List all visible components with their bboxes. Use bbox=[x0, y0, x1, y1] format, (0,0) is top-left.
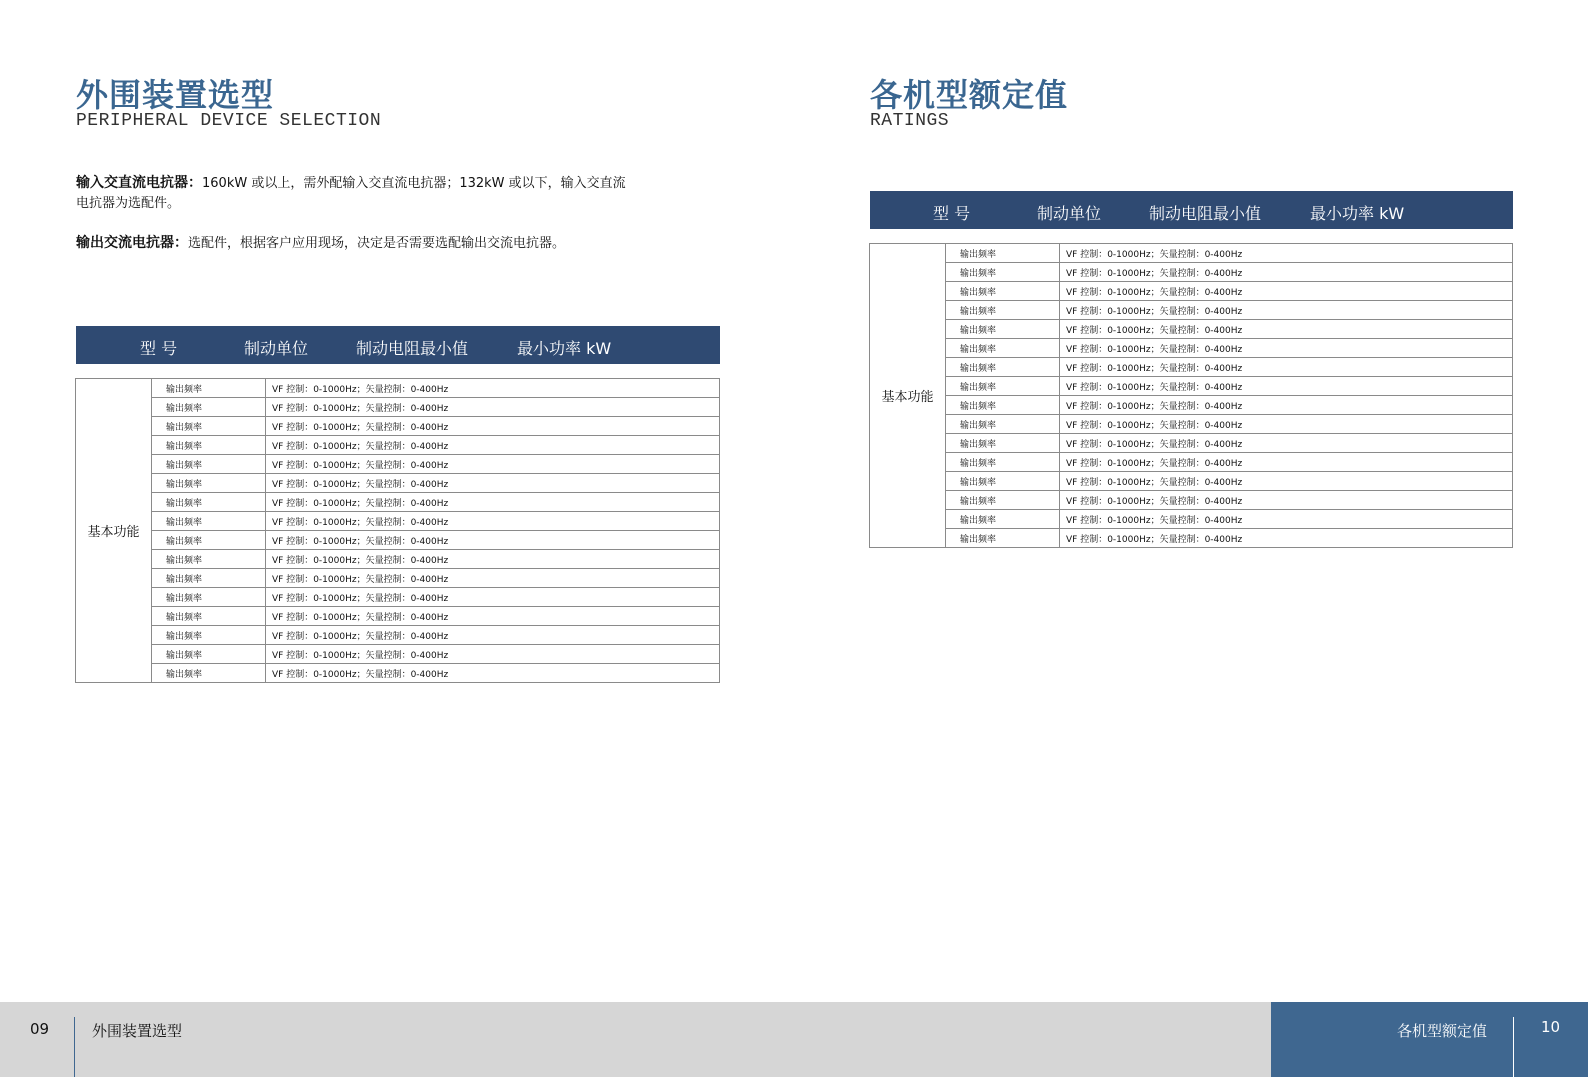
row-label: 输出频率 bbox=[946, 472, 1060, 491]
row-label: 输出频率 bbox=[946, 396, 1060, 415]
row-value: VF 控制：0-1000Hz；矢量控制：0-400Hz bbox=[266, 474, 720, 493]
table-row bbox=[76, 626, 720, 645]
row-value: VF 控制：0-1000Hz；矢量控制：0-400Hz bbox=[266, 493, 720, 512]
header-brake-unit: 制动单位 bbox=[1037, 204, 1102, 223]
left-page-subtitle: PERIPHERAL DEVICE SELECTION bbox=[76, 111, 382, 131]
row-label: 输出频率 bbox=[152, 626, 266, 645]
row-label: 输出频率 bbox=[946, 510, 1060, 529]
header-model: 型 号 bbox=[140, 339, 178, 358]
row-label: 输出频率 bbox=[152, 588, 266, 607]
page-number-left: 09 bbox=[30, 1020, 50, 1038]
row-label: 输出频率 bbox=[152, 550, 266, 569]
table-row bbox=[870, 263, 1513, 282]
row-label: 输出频率 bbox=[946, 358, 1060, 377]
header-brake-resistor: 制动电阻最小值 bbox=[1149, 204, 1262, 223]
table-row bbox=[76, 398, 720, 417]
table-row bbox=[870, 510, 1513, 529]
footer-divider-left bbox=[74, 1017, 75, 1077]
group-cell: 基本功能 bbox=[870, 244, 946, 548]
row-value: VF 控制：0-1000Hz；矢量控制：0-400Hz bbox=[266, 664, 720, 683]
header-brake-resistor: 制动电阻最小值 bbox=[356, 339, 469, 358]
row-value: VF 控制：0-1000Hz；矢量控制：0-400Hz bbox=[1060, 377, 1513, 396]
row-label: 输出频率 bbox=[152, 436, 266, 455]
row-value: VF 控制：0-1000Hz；矢量控制：0-400Hz bbox=[1060, 358, 1513, 377]
group-cell: 基本功能 bbox=[76, 379, 152, 683]
table-row bbox=[870, 396, 1513, 415]
footer-section-left: 外围装置选型 bbox=[92, 1022, 183, 1040]
input-reactor-paragraph bbox=[76, 173, 636, 214]
table-row bbox=[870, 244, 1513, 263]
row-value: VF 控制：0-1000Hz；矢量控制：0-400Hz bbox=[1060, 415, 1513, 434]
footer-right-panel bbox=[1271, 1002, 1588, 1077]
row-label: 输出频率 bbox=[946, 244, 1060, 263]
row-label: 输出频率 bbox=[152, 455, 266, 474]
row-value: VF 控制：0-1000Hz；矢量控制：0-400Hz bbox=[266, 569, 720, 588]
row-label: 输出频率 bbox=[152, 512, 266, 531]
table-row bbox=[76, 569, 720, 588]
table-row bbox=[76, 607, 720, 626]
row-value: VF 控制：0-1000Hz；矢量控制：0-400Hz bbox=[266, 588, 720, 607]
row-label: 输出频率 bbox=[152, 417, 266, 436]
row-label: 输出频率 bbox=[152, 569, 266, 588]
row-label: 输出频率 bbox=[946, 529, 1060, 548]
row-value: VF 控制：0-1000Hz；矢量控制：0-400Hz bbox=[1060, 510, 1513, 529]
row-value: VF 控制：0-1000Hz；矢量控制：0-400Hz bbox=[266, 455, 720, 474]
row-value: VF 控制：0-1000Hz；矢量控制：0-400Hz bbox=[266, 417, 720, 436]
row-value: VF 控制：0-1000Hz；矢量控制：0-400Hz bbox=[1060, 244, 1513, 263]
footer-divider-right bbox=[1513, 1017, 1514, 1077]
row-value: VF 控制：0-1000Hz；矢量控制：0-400Hz bbox=[1060, 263, 1513, 282]
left-table-header bbox=[76, 326, 720, 364]
left-spec-table bbox=[75, 378, 720, 683]
row-value: VF 控制：0-1000Hz；矢量控制：0-400Hz bbox=[1060, 472, 1513, 491]
row-label: 输出频率 bbox=[152, 664, 266, 683]
table-row bbox=[870, 434, 1513, 453]
row-label: 输出频率 bbox=[946, 263, 1060, 282]
row-label: 输出频率 bbox=[946, 282, 1060, 301]
row-label: 输出频率 bbox=[946, 453, 1060, 472]
right-page-subtitle: RATINGS bbox=[870, 111, 950, 131]
right-page-title: 各机型额定值 bbox=[870, 76, 1069, 114]
row-label: 输出频率 bbox=[152, 607, 266, 626]
page-number-right: 10 bbox=[1541, 1018, 1561, 1036]
output-reactor-paragraph bbox=[76, 233, 636, 254]
table-row bbox=[76, 664, 720, 683]
table-row bbox=[870, 377, 1513, 396]
table-row bbox=[870, 491, 1513, 510]
row-label: 输出频率 bbox=[946, 377, 1060, 396]
table-row bbox=[870, 301, 1513, 320]
table-row bbox=[76, 455, 720, 474]
table-row bbox=[76, 531, 720, 550]
row-value: VF 控制：0-1000Hz；矢量控制：0-400Hz bbox=[266, 398, 720, 417]
output-reactor-text: 选配件，根据客户应用现场，决定是否需要选配输出交流电抗器。 bbox=[188, 236, 566, 251]
row-value: VF 控制：0-1000Hz；矢量控制：0-400Hz bbox=[266, 531, 720, 550]
table-row bbox=[76, 436, 720, 455]
table-row bbox=[76, 474, 720, 493]
left-page-title: 外围装置选型 bbox=[76, 76, 275, 114]
table-row bbox=[76, 493, 720, 512]
row-value: VF 控制：0-1000Hz；矢量控制：0-400Hz bbox=[1060, 320, 1513, 339]
table-row bbox=[76, 588, 720, 607]
row-value: VF 控制：0-1000Hz；矢量控制：0-400Hz bbox=[266, 626, 720, 645]
row-value: VF 控制：0-1000Hz；矢量控制：0-400Hz bbox=[1060, 491, 1513, 510]
table-row bbox=[870, 472, 1513, 491]
header-brake-unit: 制动单位 bbox=[244, 339, 309, 358]
row-value: VF 控制：0-1000Hz；矢量控制：0-400Hz bbox=[266, 645, 720, 664]
row-value: VF 控制：0-1000Hz；矢量控制：0-400Hz bbox=[1060, 282, 1513, 301]
table-row bbox=[870, 453, 1513, 472]
row-label: 输出频率 bbox=[946, 339, 1060, 358]
footer-bar bbox=[0, 1002, 1588, 1077]
footer-section-right: 各机型额定值 bbox=[1397, 1022, 1488, 1040]
table-row bbox=[870, 415, 1513, 434]
row-label: 输出频率 bbox=[152, 493, 266, 512]
table-row bbox=[76, 550, 720, 569]
row-label: 输出频率 bbox=[946, 434, 1060, 453]
header-min-power: 最小功率 kW bbox=[517, 339, 612, 358]
row-value: VF 控制：0-1000Hz；矢量控制：0-400Hz bbox=[266, 379, 720, 398]
row-value: VF 控制：0-1000Hz；矢量控制：0-400Hz bbox=[1060, 339, 1513, 358]
row-label: 输出频率 bbox=[152, 474, 266, 493]
row-label: 输出频率 bbox=[152, 379, 266, 398]
input-reactor-text: 160kW 或以上，需外配输入交直流电抗器；132kW 或以下，输入交直流电抗器为选配件。 bbox=[76, 176, 626, 211]
right-spec-table bbox=[869, 243, 1513, 548]
table-row bbox=[870, 529, 1513, 548]
table-row bbox=[76, 512, 720, 531]
row-label: 输出频率 bbox=[946, 491, 1060, 510]
row-value: VF 控制：0-1000Hz；矢量控制：0-400Hz bbox=[266, 512, 720, 531]
table-row bbox=[870, 282, 1513, 301]
row-label: 输出频率 bbox=[152, 645, 266, 664]
row-value: VF 控制：0-1000Hz；矢量控制：0-400Hz bbox=[266, 550, 720, 569]
row-value: VF 控制：0-1000Hz；矢量控制：0-400Hz bbox=[1060, 434, 1513, 453]
row-value: VF 控制：0-1000Hz；矢量控制：0-400Hz bbox=[1060, 453, 1513, 472]
row-value: VF 控制：0-1000Hz；矢量控制：0-400Hz bbox=[266, 436, 720, 455]
table-row bbox=[76, 379, 720, 398]
row-value: VF 控制：0-1000Hz；矢量控制：0-400Hz bbox=[1060, 301, 1513, 320]
row-value: VF 控制：0-1000Hz；矢量控制：0-400Hz bbox=[1060, 396, 1513, 415]
header-min-power: 最小功率 kW bbox=[1310, 204, 1405, 223]
row-label: 输出频率 bbox=[946, 320, 1060, 339]
table-row bbox=[870, 358, 1513, 377]
row-label: 输出频率 bbox=[152, 398, 266, 417]
output-reactor-label: 输出交流电抗器： bbox=[76, 235, 188, 251]
table-row bbox=[870, 320, 1513, 339]
right-table-header bbox=[870, 191, 1513, 229]
row-value: VF 控制：0-1000Hz；矢量控制：0-400Hz bbox=[1060, 529, 1513, 548]
input-reactor-label: 输入交直流电抗器： bbox=[76, 175, 202, 191]
row-label: 输出频率 bbox=[946, 301, 1060, 320]
row-label: 输出频率 bbox=[152, 531, 266, 550]
table-row bbox=[76, 645, 720, 664]
row-value: VF 控制：0-1000Hz；矢量控制：0-400Hz bbox=[266, 607, 720, 626]
header-model: 型 号 bbox=[933, 204, 971, 223]
table-row bbox=[76, 417, 720, 436]
row-label: 输出频率 bbox=[946, 415, 1060, 434]
table-row bbox=[870, 339, 1513, 358]
